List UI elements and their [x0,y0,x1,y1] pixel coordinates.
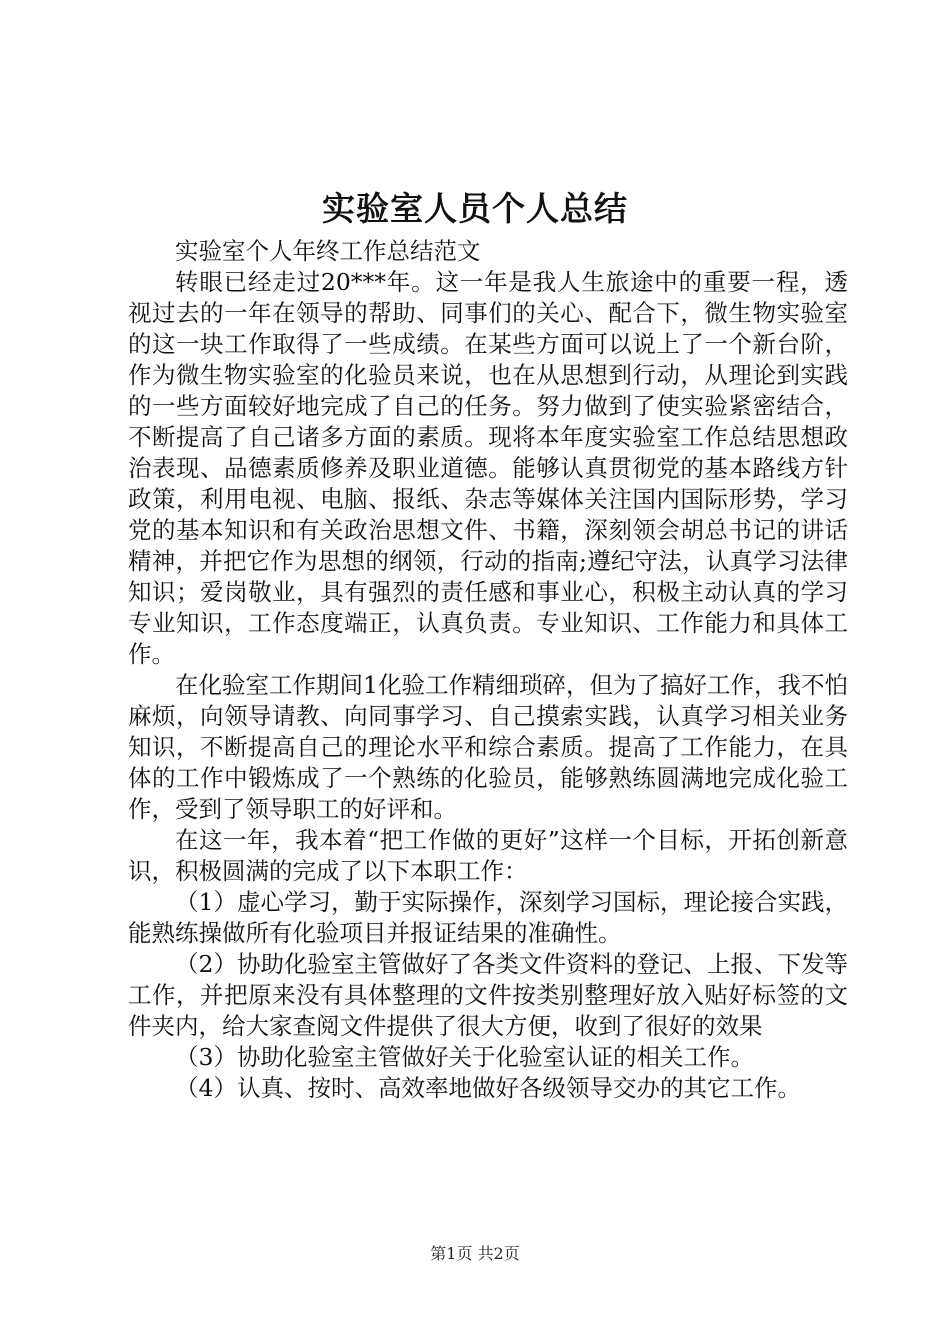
paragraph-3: 在这一年，我本着“把工作做的更好”这样一个目标，开拓创新意识，积极圆满的完成了以下本职工作： [128,826,848,885]
list-item-4: （4）认真、按时、高效率地做好各级领导交办的其它工作。 [175,1074,801,1102]
document-subtitle: 实验室个人年终工作总结范文 [175,237,481,265]
page-title: 实验室人员个人总结 [322,189,628,228]
list-item-2: （2）协助化验室主管做好了各类文件资料的登记、上报、下发等工作，并把原来没有具体整理的文件按类别整理好放入贴好标签的文件夹内，给大家查阅文件提供了很大方便，收到了很好的效果 [128,950,848,1040]
list-item-3: （3）协助化验室主管做好关于化验室认证的相关工作。 [175,1043,754,1071]
page-footer: 第1页 共2页 [430,1244,520,1263]
list-item-1: （1）虚心学习，勤于实际操作，深刻学习国标，理论接合实践，能熟练操做所有化验项目并报证结果的准确性。 [128,888,848,947]
document-body [128,236,848,1104]
paragraph-1: 转眼已经走过20***年。这一年是我人生旅途中的重要一程，透视过去的一年在领导的帮助、同事们的关心、配合下，微生物实验室的这一块工作取得了一些成绩。在某些方面可以说上了一个新台阶，作为微生物实验室的化验员来说，也在从思想到行动，从理论到实践的一些方面较好地完成了自己的任务。努力做到了使实验紧密结合，不断提高了自己诸多方面的素质。现将本年度实验室工作总结思想政治表现、品德素质修养及职业道德。能够认真贯彻党的基本路线方针政策，利用电视、电脑、报纸、杂志等媒体关注国内国际形势，学习党的基本知识和有关政治思想文件、书籍，深刻领会胡总书记的讲话精神，并把它作为思想的纲领，行动的指南;遵纪守法，认真学习法律知识；爱岗敬业，具有强烈的责任感和事业心，积极主动认真的学习专业知识，工作态度端正，认真负责。专业知识、工作能力和具体工作。 [128,268,848,668]
paragraph-2: 在化验室工作期间1化验工作精细琐碎，但为了搞好工作，我不怕麻烦，向领导请教、向同事学习、自己摸索实践，认真学习相关业务知识，不断提高自己的理论水平和综合素质。提高了工作能力，在具体的工作中锻炼成了一个熟练的化验员，能够熟练圆满地完成化验工作，受到了领导职工的好评和。 [128,671,848,823]
